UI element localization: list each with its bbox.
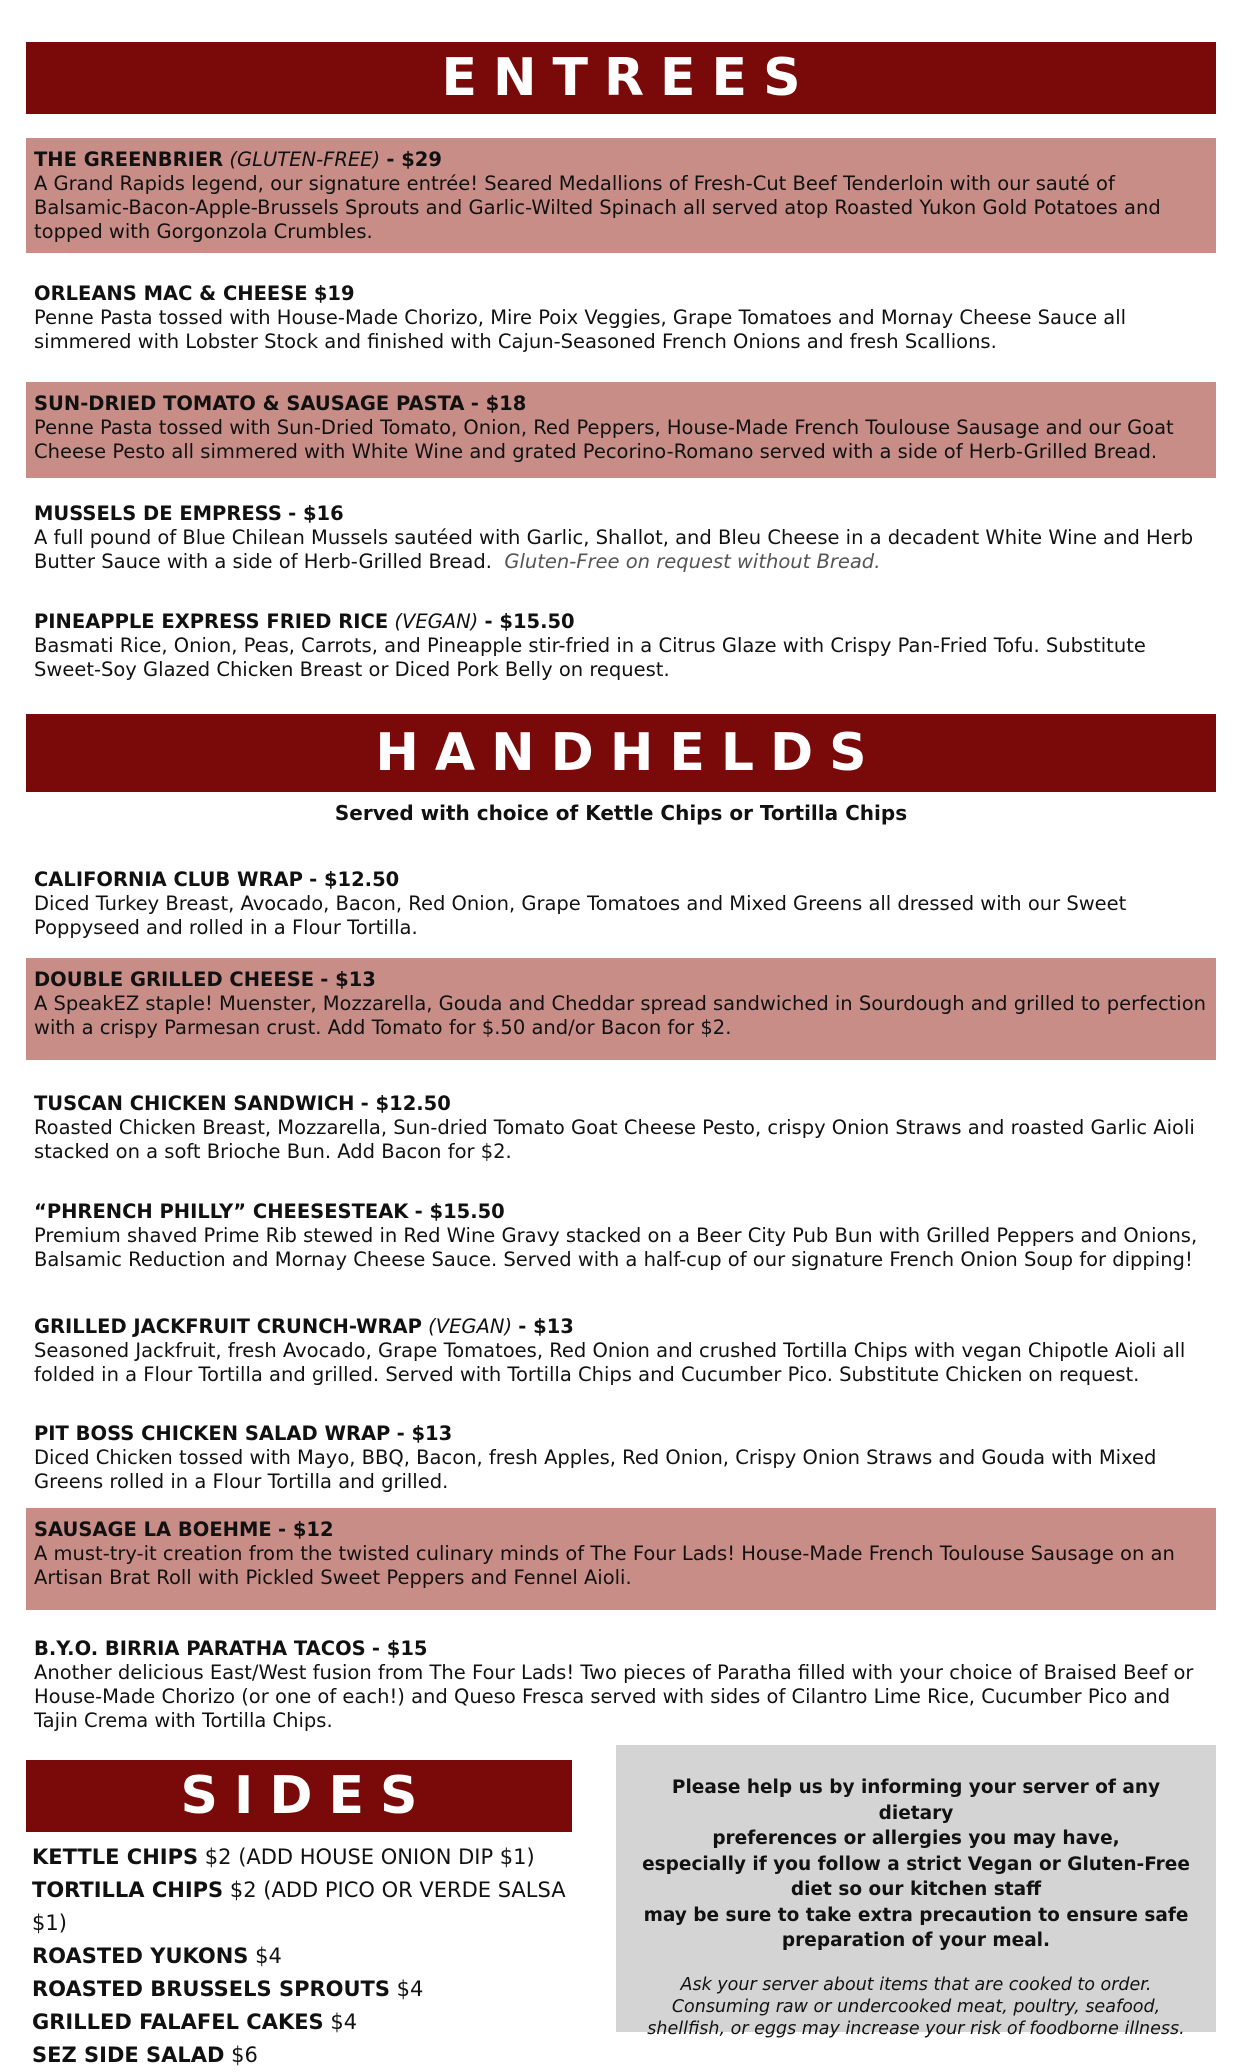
item-name: B.Y.O. BIRRIA PARATHA TACOS [34, 1637, 366, 1660]
item-price: - $12 [277, 1518, 334, 1541]
menu-item-birria-tacos [26, 1627, 1216, 1739]
notice-line: preparation of your meal. [781, 1930, 1051, 1951]
sides-heading: SIDES [26, 1760, 572, 1832]
side-name: SEZ SIDE SALAD [32, 2043, 225, 2067]
sides-list [32, 1841, 592, 2072]
item-description: Seasoned Jackfruit, fresh Avocado, Grape Tomatoes, Red Onion and crushed Tortilla Chips with vegan Chipotle Aioli all folded in a Flour Tortilla and grilled. Served with Tortilla Chips and Cucumber Pico. Substitute Chicken on request. [34, 1339, 1186, 1386]
side-price: $4 [255, 1944, 282, 1968]
item-tag: (VEGAN) [394, 610, 479, 633]
menu-item-sundried-pasta [26, 382, 1216, 478]
item-price: - $13 [396, 1422, 453, 1445]
item-name: MUSSELS DE EMPRESS [34, 502, 282, 525]
menu-item-sausage-la-boehme [26, 1508, 1216, 1610]
menu-item-mussels [26, 492, 1216, 582]
item-price: $19 [313, 282, 355, 305]
side-name: ROASTED BRUSSELS SPROUTS [32, 1977, 390, 2001]
item-price: - $29 [386, 148, 442, 171]
side-name: GRILLED FALAFEL CAKES [32, 2010, 324, 2034]
item-price: - $15.50 [414, 1200, 505, 1223]
side-name: ROASTED YUKONS [32, 1944, 249, 1968]
notice-line: Please help us by informing your server of any dietary [671, 1777, 1161, 1824]
item-description: Roasted Chicken Breast, Mozzarella, Sun-dried Tomato Goat Cheese Pesto, crispy Onion Straws and roasted Garlic Aioli stacked on a soft Brioche Bun. Add Bacon for $2. [34, 1116, 1195, 1163]
item-price: - $16 [288, 502, 344, 525]
notice-line: diet so our kitchen staff [790, 1879, 1042, 1900]
handhelds-heading: HANDHELDS [26, 714, 1216, 792]
allergy-notice-main [640, 1775, 1192, 1954]
item-name: SAUSAGE LA BOEHME [34, 1518, 272, 1541]
item-price: - $12.50 [309, 868, 400, 891]
item-tag: (GLUTEN-FREE) [229, 148, 381, 171]
list-item [32, 1973, 592, 2006]
item-name: CALIFORNIA CLUB WRAP [34, 868, 303, 891]
allergy-notice [616, 1745, 1216, 2039]
item-price: - $15 [371, 1637, 428, 1660]
item-name: DOUBLE GRILLED CHEESE [34, 968, 315, 991]
menu-item-california-wrap [26, 858, 1216, 948]
item-description: A Grand Rapids legend, our signature entrée! Seared Medallions of Fresh-Cut Beef Tenderloin with our sauté of Balsamic-Bacon-Apple-Brussels Sprouts and Garlic-Wilted Spinach all served atop Roasted Yukon Gold Potatoes and topped with Gorgonzola Crumbles. [34, 172, 1161, 243]
disclaimer-line: Consuming raw or undercooked meat, poultry, seafood, [671, 1996, 1161, 2017]
handhelds-subtitle: Served with choice of Kettle Chips or Tortilla Chips [334, 801, 908, 825]
menu-item-jackfruit-wrap [26, 1305, 1216, 1395]
menu-item-phrench-philly [26, 1190, 1216, 1280]
menu-item-grilled-cheese [26, 958, 1216, 1060]
menu-item-orleans-mac [26, 272, 1216, 362]
menu-item-pit-boss-wrap [26, 1412, 1216, 1502]
item-price: - $13 [518, 1315, 574, 1338]
menu-item-fried-rice [26, 600, 1216, 690]
item-tag: (VEGAN) [428, 1315, 513, 1338]
item-name: PINEAPPLE EXPRESS FRIED RICE [34, 610, 389, 633]
entrees-heading: ENTREES [26, 42, 1216, 114]
side-price: $2 (ADD PICO OR VERDE SALSA $1) [32, 1878, 566, 1935]
side-price: $4 [396, 1977, 424, 2001]
item-note: Gluten-Free on request without Bread. [504, 550, 881, 573]
list-item [32, 1940, 592, 1973]
item-description: A full pound of Blue Chilean Mussels sautéed with Garlic, Shallot, and Bleu Cheese in a decadent White Wine and Herb Butter Sauce with a side of Herb-Grilled Bread. Gluten-Free on request without Bread. [34, 526, 1194, 573]
side-price: $6 [231, 2043, 258, 2067]
item-description: Premium shaved Prime Rib stewed in Red Wine Gravy stacked on a Beer City Pub Bun with Grilled Peppers and Onions, Balsamic Reduction and Mornay Cheese Sauce. Served with a half-cup of our signature French Onion Soup for dipping! [34, 1224, 1198, 1271]
item-description: A SpeakEZ staple! Muenster, Mozzarella, Gouda and Cheddar spread sandwiched in Sourdough and grilled to perfection with a crispy Parmesan crust. Add Tomato for $.50 and/or Bacon for $2. [34, 992, 1207, 1039]
list-item [32, 2039, 592, 2072]
side-name: TORTILLA CHIPS [32, 1878, 224, 1902]
item-name: “PHRENCH PHILLY” CHEESESTEAK [34, 1200, 409, 1223]
side-name: KETTLE CHIPS [32, 1845, 199, 1869]
item-price: - $13 [320, 968, 376, 991]
item-description: Another delicious East/West fusion from The Four Lads! Two pieces of Paratha filled with your choice of Braised Beef or House-Made Chorizo (or one of each!) and Queso Fresca served with sides of Cilantro Lime Rice, Cucumber Pico and Tajin Crema with Tortilla Chips. [34, 1661, 1194, 1732]
item-description: Diced Turkey Breast, Avocado, Bacon, Red Onion, Grape Tomatoes and Mixed Greens all dressed with our Sweet Poppyseed and rolled in a Flour Tortilla. [34, 892, 1127, 939]
item-description: Penne Pasta tossed with Sun-Dried Tomato, Onion, Red Peppers, House-Made French Toulouse Sausage and our Goat Cheese Pesto all simmered with White Wine and grated Pecorino-Romano served with a side of Herb-Grilled Bread. [34, 416, 1174, 463]
list-item [32, 1874, 592, 1940]
notice-line: especially if you follow a strict Vegan or Gluten-Free [642, 1853, 1190, 1875]
side-price: $2 (ADD HOUSE ONION DIP $1) [204, 1845, 535, 1869]
list-item [32, 2006, 592, 2039]
menu-item-greenbrier [26, 138, 1216, 253]
item-name: ORLEANS MAC & CHEESE [34, 282, 308, 305]
item-price: - $15.50 [484, 610, 575, 633]
disclaimer-line: shellfish, or eggs may increase your risk of foodborne illness. [647, 2018, 1185, 2039]
item-description: Basmati Rice, Onion, Peas, Carrots, and Pineapple stir-fried in a Citrus Glaze with Crispy Pan-Fried Tofu. Substitute Sweet-Soy Glazed Chicken Breast or Diced Pork Belly on request. [34, 634, 1146, 681]
list-item [32, 1841, 592, 1874]
item-name: TUSCAN CHICKEN SANDWICH [34, 1092, 355, 1115]
notice-line: preferences or allergies you may have, [712, 1828, 1120, 1849]
item-name: SUN-DRIED TOMATO & SAUSAGE PASTA [34, 392, 465, 415]
food-safety-disclaimer [640, 1974, 1192, 2040]
item-description: A must-try-it creation from the twisted culinary minds of The Four Lads! House-Made French Toulouse Sausage on an Artisan Brat Roll with Pickled Sweet Peppers and Fennel Aioli. [34, 1542, 1175, 1589]
disclaimer-line: Ask your server about items that are cooked to order. [680, 1974, 1152, 1995]
notice-line: may be sure to take extra precaution to ensure safe [643, 1904, 1189, 1926]
item-name: GRILLED JACKFRUIT CRUNCH-WRAP [34, 1315, 422, 1338]
item-price: - $18 [470, 392, 527, 415]
side-price: $4 [330, 2010, 358, 2034]
item-description: Penne Pasta tossed with House-Made Chorizo, Mire Poix Veggies, Grape Tomatoes and Mornay Cheese Sauce all simmered with Lobster Stock and finished with Cajun-Seasoned French Onions and fresh Scallions. [34, 306, 1127, 353]
item-name: THE GREENBRIER [34, 148, 224, 171]
item-description: Diced Chicken tossed with Mayo, BBQ, Bacon, fresh Apples, Red Onion, Crispy Onion Straws and Gouda with Mixed Greens rolled in a Flour Tortilla and grilled. [34, 1446, 1157, 1493]
menu-item-tuscan-chicken [26, 1082, 1216, 1172]
item-name: PIT BOSS CHICKEN SALAD WRAP [34, 1422, 391, 1445]
item-price: - $12.50 [360, 1092, 451, 1115]
